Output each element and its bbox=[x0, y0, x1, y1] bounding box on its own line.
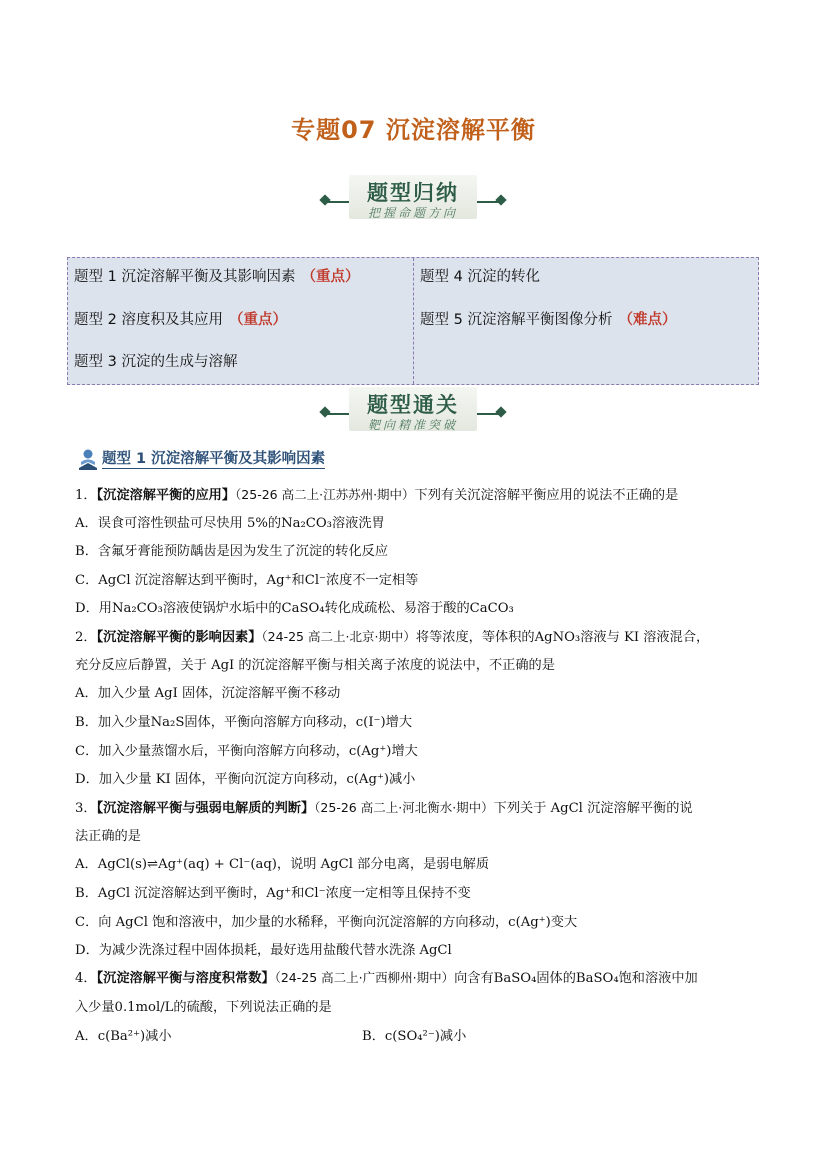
question-stem: 2．【沉淀溶解平衡的影响因素】（24-25 高二上·北京·期中）将等浓度，等体积的AgNO₃溶液与 KI 溶液混合， bbox=[75, 629, 710, 645]
toc-item[interactable]: 题型 3 沉淀的生成与溶解 bbox=[74, 354, 238, 370]
option-c[interactable]: C．向 AgCl 饱和溶液中，加少量的水稀释，平衡向沉淀溶解的方向移动，c(Ag⁺)变大 bbox=[75, 915, 578, 930]
option-d[interactable]: D．为减少洗涤过程中固体损耗，最好选用盐酸代替水洗涤 AgCl bbox=[75, 943, 452, 958]
option-a[interactable]: A．AgCl(s)⇌Ag⁺(aq) + Cl⁻(aq)，说明 AgCl 部分电离，是弱电解质 bbox=[75, 857, 490, 872]
question-stem: 3．【沉淀溶解平衡与强弱电解质的判断】（25-26 高二上·河北衡水·期中）下列关于 AgCl 沉淀溶解平衡的说 bbox=[75, 800, 693, 816]
option-c[interactable]: C．加入少量蒸馏水后，平衡向溶解方向移动，c(Ag⁺)增大 bbox=[75, 744, 418, 759]
banner-question-types bbox=[317, 175, 509, 221]
section-heading: 题型 1 沉淀溶解平衡及其影响因素 bbox=[78, 447, 325, 470]
option-b[interactable]: B．加入少量Na₂S固体，平衡向溶解方向移动，c(I⁻)增大 bbox=[75, 715, 413, 730]
option-d[interactable]: D．用Na₂CO₃溶液使锅炉水垢中的CaSO₄转化成疏松、易溶于酸的CaCO₃ bbox=[75, 601, 514, 616]
question-stem-continued: 法正确的是 bbox=[75, 829, 141, 844]
banner-title: 题型通关 bbox=[367, 393, 459, 417]
question-stem: 4．【沉淀溶解平衡与溶度积常数】（24-25 高二上·广西柳州·期中）向含有BaSO₄固体的BaSO₄饱和溶液中加 bbox=[75, 970, 698, 986]
question-stem-continued: 充分反应后静置，关于 AgI 的沉淀溶解平衡与相关离子浓度的说法中，不正确的是 bbox=[75, 658, 555, 673]
banner-subtitle: 靶向精准突破 bbox=[367, 418, 458, 432]
toc-item[interactable]: 题型 2 溶度积及其应用 （重点） bbox=[74, 312, 287, 328]
toc-box bbox=[67, 257, 759, 385]
question-stem-continued: 入少量0.1mol/L的硫酸，下列说法正确的是 bbox=[75, 1000, 332, 1015]
option-a[interactable]: A．c(Ba²⁺)减小 bbox=[75, 1029, 172, 1044]
student-book-icon bbox=[78, 448, 98, 470]
toc-item[interactable]: 题型 5 沉淀溶解平衡图像分析 （难点） bbox=[420, 312, 677, 328]
option-b[interactable]: B．c(SO₄²⁻)减小 bbox=[362, 1029, 467, 1044]
question-stem: 1．【沉淀溶解平衡的应用】（25-26 高二上·江苏苏州·期中）下列有关沉淀溶解平衡应用的说法不正确的是 bbox=[75, 487, 679, 503]
option-d[interactable]: D．加入少量 KI 固体，平衡向沉淀方向移动，c(Ag⁺)减小 bbox=[75, 772, 416, 787]
option-b[interactable]: B．含氟牙膏能预防龋齿是因为发生了沉淀的转化反应 bbox=[75, 544, 389, 559]
banner-subtitle: 把握命题方向 bbox=[367, 206, 458, 220]
option-a[interactable]: A．加入少量 AgI 固体，沉淀溶解平衡不移动 bbox=[75, 686, 341, 701]
banner-title: 题型归纳 bbox=[367, 181, 459, 205]
option-c[interactable]: C．AgCl 沉淀溶解达到平衡时，Ag⁺和Cl⁻浓度不一定相等 bbox=[75, 573, 419, 588]
toc-item[interactable]: 题型 1 沉淀溶解平衡及其影响因素 （重点） bbox=[74, 269, 360, 285]
page-title: 专题07 沉淀溶解平衡 bbox=[291, 116, 536, 144]
banner-practice bbox=[317, 387, 509, 433]
toc-item[interactable]: 题型 4 沉淀的转化 bbox=[420, 269, 540, 285]
option-b[interactable]: B．AgCl 沉淀溶解达到平衡时，Ag⁺和Cl⁻浓度一定相等且保持不变 bbox=[75, 886, 471, 901]
option-a[interactable]: A．误食可溶性钡盐可尽快用 5%的Na₂CO₃溶液洗胃 bbox=[75, 516, 385, 531]
